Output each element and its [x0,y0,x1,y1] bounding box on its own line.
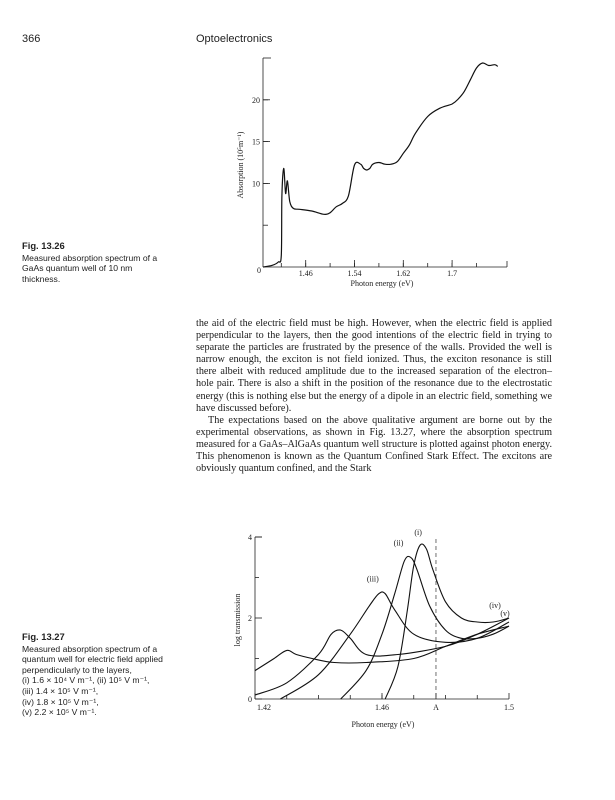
fig-13-27-x-axis-title: Photon energy (eV) [351,720,415,729]
transmission-curve-iii [280,592,509,699]
body-paragraph: The expectations based on the above qualitative argument are borne out by the experimental observations, as shown in Fig. 13.27, where the absorption spectrum measured for a GaAs–AlGaAs quantum well structure is plotted against photon energy. This phenomenon is known as the Quantum Confined Stark Effect. The excitons are obviously quantum confined, and the Stark [196,414,552,475]
curve-label: (v) [500,609,510,619]
fig-13-27-series [255,528,510,699]
figure-label: Fig. 13.26 [22,240,65,251]
curve-label: (iii) [366,574,379,584]
x-tick-label: A [433,703,439,712]
caption-fig-13-27 [22,632,192,718]
x-tick-label: 1.54 [347,269,362,278]
curve-label: (i) [414,528,422,538]
fig-13-27-y-axis-title: log transmission [233,593,242,647]
caption-line: Measured absorption spectrum of a [22,252,158,263]
caption-line: (iii) 1.4 × 10⁵ V m⁻¹, [22,685,99,696]
x-tick-label: 1.62 [396,269,411,278]
y-tick-label: 15 [252,137,260,147]
fig-13-27-axes [255,537,509,699]
x-tick-label: 1.7 [447,269,458,278]
fig-13-26-origin-label: 0 [257,266,261,275]
figure-label: Fig. 13.27 [22,631,65,642]
x-tick-label: 1.5 [504,703,514,712]
transmission-curve-i [385,544,509,699]
caption-line: (v) 2.2 × 10⁵ V m⁻¹. [22,707,97,718]
caption-line: GaAs quantum well of 10 nm [22,263,133,274]
y-tick-label: 4 [248,533,252,542]
x-tick-label: 1.46 [375,703,389,712]
fig-13-26-y-axis-title: Absorption (10⁵m⁻¹) [236,131,245,199]
caption-line: thickness. [22,273,61,284]
caption-line: quantum well for electric field applied [22,654,163,665]
y-tick-label: 0 [248,695,252,704]
fig-13-26-x-axis-title: Photon energy (eV) [350,279,414,288]
caption-line: Measured absorption spectrum of a [22,643,158,654]
page-number: 366 [22,33,41,45]
x-tick-label: 1.42 [257,703,271,712]
x-tick-label: 1.46 [298,269,313,278]
running-title: Optoelectronics [196,33,273,45]
fig-13-27-ticks [248,533,514,712]
y-tick-label: 2 [248,614,252,623]
transmission-curve-iv [255,618,509,695]
y-tick-label: 20 [252,95,260,105]
caption-line: (iv) 1.8 × 10⁵ V m⁻¹, [22,696,99,707]
caption-line: perpendicularly to the layers, [22,664,132,675]
body-paragraph: the aid of the electric field must be high. However, when the electric field is applied perpendicular to the layers, then the good intentions of the electric field in trying to separate the particles are frustrated by the presence of the walls. Provided the well is narrow enough, the exciton is not field ionized. Thus, the exciton resonance is still there albeit with reduced amplitude due to the increased separation of the electron–hole pair. There is also a shift in the position of the resonance due to the electrostatic energy (this is nothing else but the energy of a dipole in an electric field, something we have discussed before). [196,318,552,414]
curve-label: (iv) [489,601,501,610]
y-tick-label: 10 [252,179,260,189]
curve-label: (ii) [393,538,404,548]
caption-line: (i) 1.6 × 10⁴ V m⁻¹, (ii) 10⁵ V m⁻¹, [22,675,150,686]
